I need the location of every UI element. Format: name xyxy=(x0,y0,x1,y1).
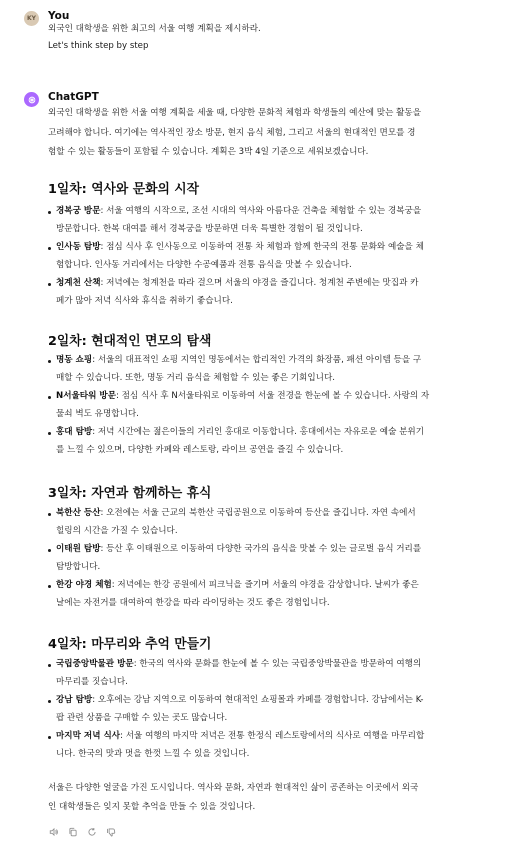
intro-line: 외국인 대학생을 위한 서울 여행 계획을 세울 때, 다양한 문화적 체험과 학생들의 예산에 맞는 활동을 xyxy=(48,108,422,118)
day-heading: 4일차: 마무리와 추억 만들기 xyxy=(48,637,212,652)
list-item: 경복궁 방문: 서울 여행의 시작으로, 조선 시대의 역사와 아름다운 건축을 체험할 수 있는 경복궁을 방문합니다. 한복 대여를 해서 경복궁을 방문하면 더욱 특별한 경험이 될 것입니다. xyxy=(48,203,511,238)
assistant-sender-name: ChatGPT xyxy=(48,91,99,103)
chatgpt-avatar xyxy=(24,92,39,107)
list-item: 청계천 산책: 저녁에는 청계천을 따라 걸으며 서울의 야경을 즐깁니다. 청계천 주변에는 맛집과 카 페가 많아 저녁 식사와 휴식을 취하기 좋습니다. xyxy=(48,275,511,310)
list-item: 강남 탐방: 오후에는 강남 지역으로 이동하여 현대적인 쇼핑몰과 카페를 경험합니다. 강남에서는 K- 팝 관련 상품을 구매할 수 있는 곳도 많습니다. xyxy=(48,692,511,727)
list-item: N서울타워 방문: 점심 식사 후 N서울타워로 이동하여 서울 전경을 한눈에 볼 수 있습니다. 사랑의 자 물쇠 벽도 유명합니다. xyxy=(48,388,511,423)
list-item: 한강 야경 체험: 저녁에는 한강 공원에서 피크닉을 즐기며 서울의 야경을 감상합니다. 날씨가 좋은 날에는 자전거를 대여하여 한강을 따라 라이딩하는 것도 좋은 경험입니다. xyxy=(48,577,511,612)
list-item: 마지막 저녁 식사: 서울 여행의 마지막 저녁은 전통 한정식 레스토랑에서의 식사로 여행을 마무리합 니다. 한국의 맛과 멋을 한껏 느낄 수 있을 것입니다. xyxy=(48,728,511,763)
thumbs-down-icon[interactable] xyxy=(105,826,117,838)
list-item: 국립중앙박물관 방문: 한국의 역사와 문화를 한눈에 볼 수 있는 국립중앙박물관을 방문하여 여행의 마무리를 짓습니다. xyxy=(48,656,511,691)
conclusion-line: 서울은 다양한 얼굴을 가진 도시입니다. 역사와 문화, 자연과 현대적인 삶이 공존하는 이곳에서 외국 xyxy=(48,783,419,793)
user-line: Let's think step by step xyxy=(48,41,149,51)
regenerate-icon[interactable] xyxy=(86,826,98,838)
copy-icon[interactable] xyxy=(67,826,79,838)
day-1-list xyxy=(48,203,511,311)
day-heading: 1일차: 역사와 문화의 시작 xyxy=(48,182,200,197)
user-message-text xyxy=(48,21,511,55)
day-2-list xyxy=(48,352,511,460)
user-avatar xyxy=(24,11,39,26)
message-actions xyxy=(48,826,117,838)
list-item: 북한산 등산: 오전에는 서울 근교의 북한산 국립공원으로 이동하여 등산을 즐깁니다. 자연 속에서 힐링의 시간을 가질 수 있습니다. xyxy=(48,505,511,540)
user-sender-name: You xyxy=(48,10,70,22)
assistant-conclusion xyxy=(48,779,511,817)
intro-line: 고려해야 합니다. 여기에는 역사적인 장소 방문, 현지 음식 체험, 그리고 서울의 현대적인 면모를 경 xyxy=(48,127,416,138)
list-item: 홍대 탐방: 저녁 시간에는 젊은이들의 거리인 홍대로 이동합니다. 홍대에서는 자유로운 예술 분위기 를 느낄 수 있으며, 다양한 카페와 레스토랑, 라이브 공연을 즐길 수 있습니다. xyxy=(48,424,511,459)
user-line: 외국인 대학생을 위한 최고의 서울 여행 계획을 제시하라. xyxy=(48,24,261,34)
user-avatar-initials: KY xyxy=(27,15,36,22)
openai-logo-icon xyxy=(27,95,37,105)
intro-line: 험할 수 있는 활동들이 포함될 수 있습니다. 계획은 3박 4일 기준으로 세워보겠습니다. xyxy=(48,147,369,157)
day-4-list xyxy=(48,656,511,764)
list-item: 이태원 탐방: 등산 후 이태원으로 이동하여 다양한 국가의 음식을 맛볼 수 있는 글로벌 음식 거리를 탐방합니다. xyxy=(48,541,511,576)
day-3-list xyxy=(48,505,511,613)
list-item: 인사동 탐방: 점심 식사 후 인사동으로 이동하여 전통 차 체험과 함께 한국의 전통 문화와 예술을 체 험합니다. 인사동 거리에서는 다양한 수공예품과 전통 음식을 맛볼 수 있습니다. xyxy=(48,239,511,274)
day-heading: 3일차: 자연과 함께하는 휴식 xyxy=(48,486,212,501)
day-heading: 2일차: 현대적인 면모의 탐색 xyxy=(48,334,212,349)
conclusion-line: 인 대학생들은 잊지 못할 추억을 만들 수 있을 것입니다. xyxy=(48,802,256,812)
list-item: 명동 쇼핑: 서울의 대표적인 쇼핑 지역인 명동에서는 합리적인 가격의 화장품, 패션 아이템 등을 구 매할 수 있습니다. 또한, 명동 거리 음식을 체험할 수 있는 좋은 기회입니다. xyxy=(48,352,511,387)
speaker-icon[interactable] xyxy=(48,826,60,838)
assistant-intro xyxy=(48,104,511,163)
